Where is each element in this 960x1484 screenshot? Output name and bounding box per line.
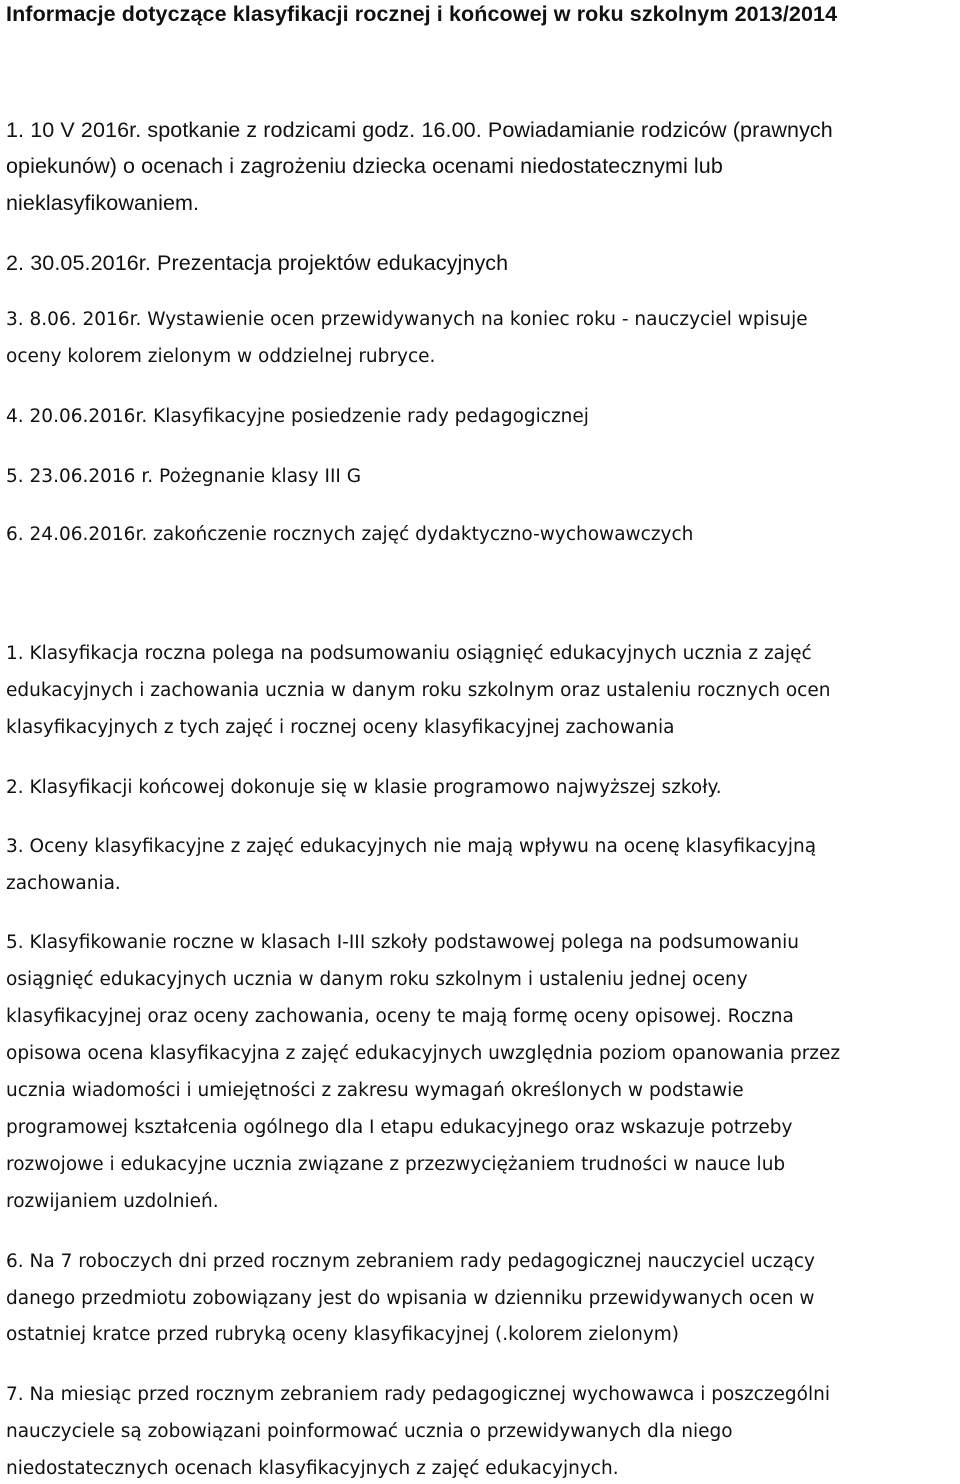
rule-5-line-4: opisowa ocena klasyfikacyjna z zajęć edukacyjnych uwzględnia poziom opanowania przez <box>6 1043 841 1064</box>
rule-5-line-3: klasyfikacyjnej oraz oceny zachowania, oceny te mają formę oceny opisowej. Roczna <box>6 1006 794 1027</box>
rule-7-line-2: nauczyciele są zobowiązani poinformować ucznia o przewidywanych dla niego <box>6 1421 733 1442</box>
rule-5-line-6: programowej kształcenia ogólnego dla I etapu edukacyjnego oraz wskazuje potrzeby <box>6 1117 793 1138</box>
rule-1-line-1: 1. Klasyfikacja roczna polega na podsumowaniu osiągnięć edukacyjnych ucznia z zajęć <box>6 643 812 664</box>
schedule-item-2-line-1: 2. 30.05.2016r. Prezentacja projektów edukacyjnych <box>6 251 509 275</box>
rule-5-line-7: rozwojowe i edukacyjne ucznia związane z przezwyciężaniem trudności w nauce lub <box>6 1154 786 1175</box>
rule-7-line-1: 7. Na miesiąc przed rocznym zebraniem rady pedagogicznej wychowawca i poszczególni <box>6 1384 830 1405</box>
rule-6-line-3: ostatniej kratce przed rubryką oceny klasyfikacyjnej (.kolorem zielonym) <box>6 1324 680 1345</box>
schedule-item-1-line-2: opiekunów) o ocenach i zagrożeniu dziecka ocenami niedostatecznymi lub <box>6 154 723 178</box>
rule-3-line-1: 3. Oceny klasyfikacyjne z zajęć edukacyjnych nie mają wpływu na ocenę klasyfikacyjną <box>6 836 817 857</box>
rule-5-line-1: 5. Klasyfikowanie roczne w klasach I-III szkoły podstawowej polega na podsumowaniu <box>6 932 799 953</box>
schedule-item-1-line-3: nieklasyfikowaniem. <box>6 191 200 215</box>
page-title: Informacje dotyczące klasyfikacji rocznej i końcowej w roku szkolnym 2013/2014 <box>6 2 838 26</box>
rule-5-line-5: ucznia wiadomości i umiejętności z zakresu wymagań określonych w podstawie <box>6 1080 744 1101</box>
rule-6-line-1: 6. Na 7 roboczych dni przed rocznym zebraniem rady pedagogicznej nauczyciel uczący <box>6 1251 815 1272</box>
schedule-item-6-line-1: 6. 24.06.2016r. zakończenie rocznych zajęć dydaktyczno-wychowawczych <box>6 524 694 545</box>
schedule-item-3-line-1: 3. 8.06. 2016r. Wystawienie ocen przewidywanych na koniec roku - nauczyciel wpisuje <box>6 309 808 330</box>
schedule-item-3-line-2: oceny kolorem zielonym w oddzielnej rubryce. <box>6 346 436 367</box>
rule-5-line-2: osiągnięć edukacyjnych ucznia w danym roku szkolnym i ustaleniu jednej oceny <box>6 969 748 990</box>
schedule-item-5-line-1: 5. 23.06.2016 r. Pożegnanie klasy III G <box>6 466 362 487</box>
rule-5-line-8: rozwijaniem uzdolnień. <box>6 1191 219 1212</box>
rule-1-line-2: edukacyjnych i zachowania ucznia w danym roku szkolnym oraz ustaleniu rocznych ocen <box>6 680 831 701</box>
rule-2-line-1: 2. Klasyfikacji końcowej dokonuje się w klasie programowo najwyższej szkoły. <box>6 777 722 798</box>
rule-7-line-3: niedostatecznych ocenach klasyfikacyjnych z zajęć edukacyjnych. <box>6 1458 619 1479</box>
rule-6-line-2: danego przedmiotu zobowiązany jest do wpisania w dzienniku przewidywanych ocen w <box>6 1288 815 1309</box>
rule-1-line-3: klasyfikacyjnych z tych zajęć i rocznej oceny klasyfikacyjnej zachowania <box>6 717 675 738</box>
schedule-item-1-line-1: 1. 10 V 2016r. spotkanie z rodzicami godz. 16.00. Powiadamianie rodziców (prawnych <box>6 118 833 142</box>
schedule-item-4-line-1: 4. 20.06.2016r. Klasyfikacyjne posiedzenie rady pedagogicznej <box>6 406 589 427</box>
rule-3-line-2: zachowania. <box>6 873 121 894</box>
